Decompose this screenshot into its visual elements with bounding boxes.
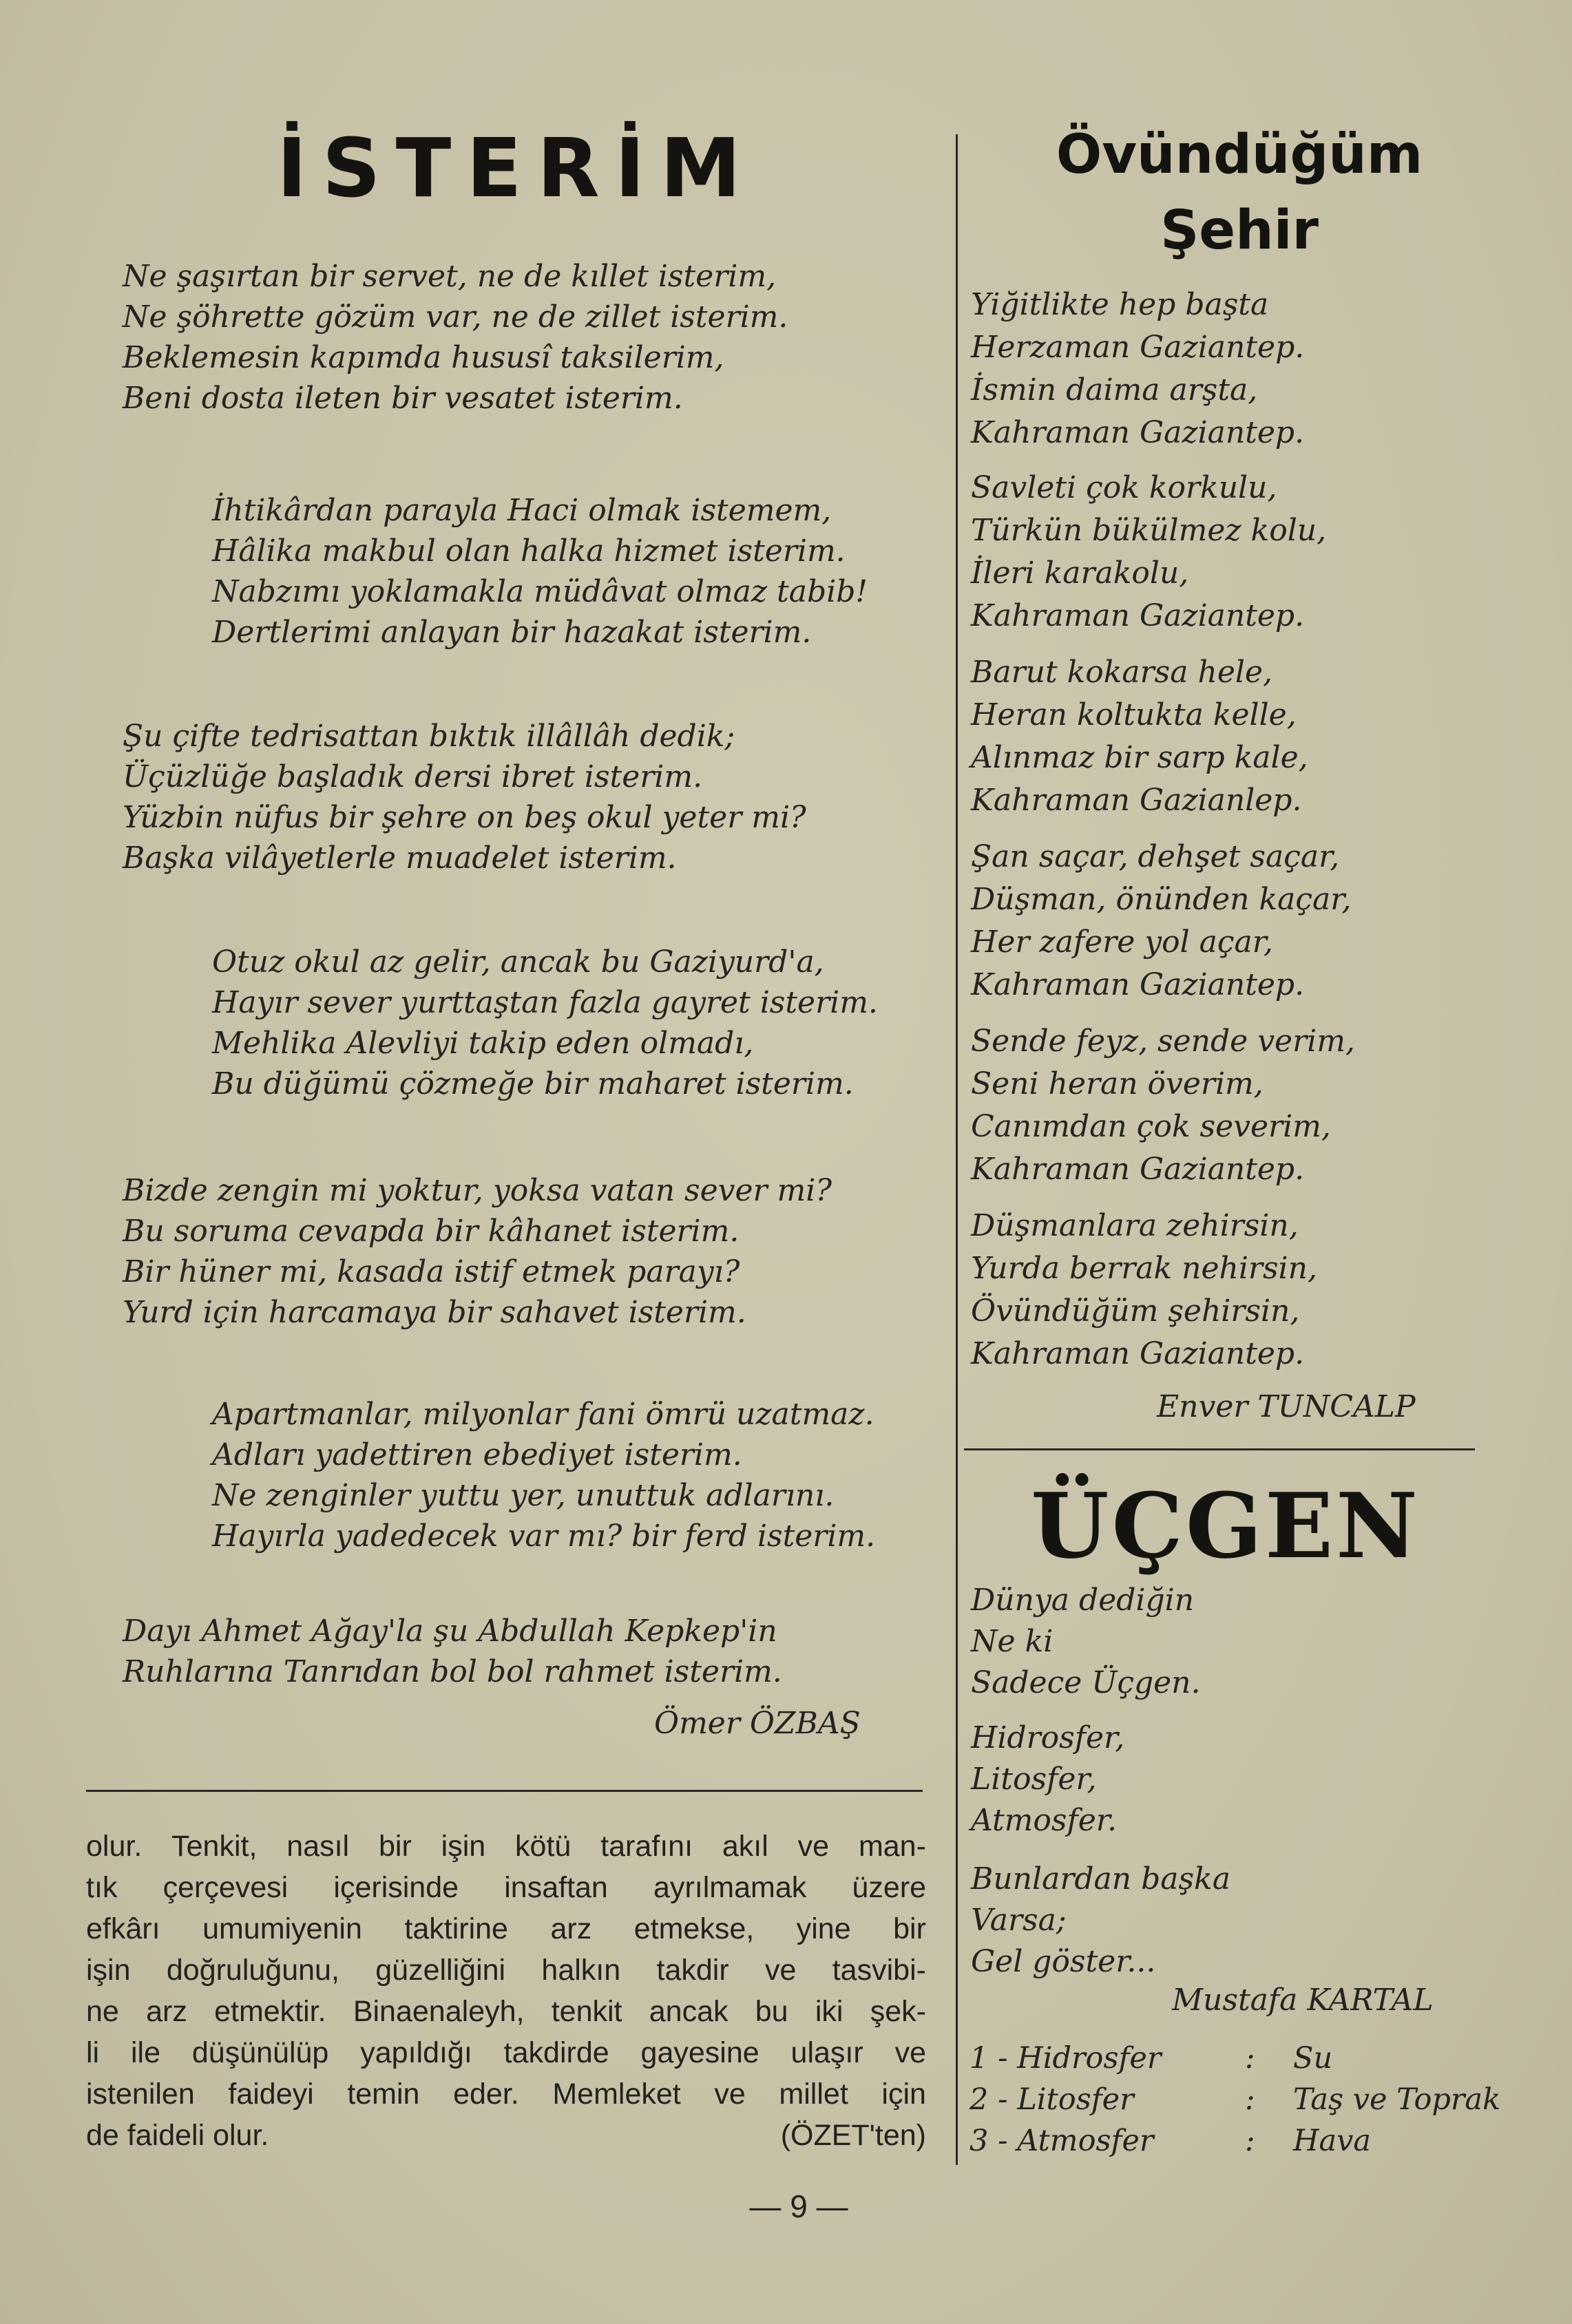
verse-line: Atmosfer. <box>971 1803 1117 1838</box>
prose-word: ve <box>714 2078 746 2111</box>
poem-title-isterim: İSTERİM <box>276 120 757 215</box>
prose-word: yapıldığı <box>360 2036 472 2069</box>
verse-line: Yiğitlikte hep başta <box>971 287 1269 322</box>
stanza-7 <box>123 1611 782 1692</box>
prose-word: efkârı <box>86 1912 160 1945</box>
prose-line <box>86 2073 926 2115</box>
verse-line: Yurd için harcamaya bir sahavet isterim. <box>123 1295 746 1330</box>
verse-line: Kahraman Gaziantep. <box>971 967 1305 1002</box>
prose-word: (ÖZET'ten) <box>780 2119 926 2152</box>
prose-word: Tenkit, <box>171 1830 258 1863</box>
prose-word: taktirine <box>404 1912 508 1945</box>
prose-line <box>86 1826 926 1867</box>
prose-word: yine <box>796 1912 851 1945</box>
answer-value: Hava <box>1293 2124 1372 2158</box>
prose-word: olur. <box>86 1830 143 1863</box>
prose-word: de faideli olur. <box>86 2119 269 2152</box>
verse-line: Hayırla yadedecek var mı? bir ferd isterim. <box>212 1519 876 1554</box>
stanza-1 <box>123 256 788 419</box>
answer-value: Taş ve Toprak <box>1293 2082 1501 2117</box>
answer-separator: : <box>1245 2082 1255 2117</box>
page-number: — 9 — <box>749 2188 848 2224</box>
verse-line: Ne zenginler yuttu yer, unuttuk adlarını. <box>212 1478 835 1513</box>
verse-line: Varsa; <box>971 1903 1067 1938</box>
verse-line: Düşman, önünden kaçar, <box>971 882 1352 917</box>
verse-line: Bizde zengin mi yoktur, yoksa vatan sever mi? <box>123 1173 832 1208</box>
prose-article <box>86 1826 926 2156</box>
stanza-4 <box>212 942 878 1104</box>
prose-word: şek- <box>870 1995 926 2028</box>
prose-word: takdir <box>656 1954 729 1987</box>
verse-line: Beni dosta ileten bir vesatet isterim. <box>123 381 683 416</box>
verse-line: Seni heran överim, <box>971 1066 1264 1101</box>
verse-line: İleri karakolu, <box>971 556 1189 591</box>
answer-separator: : <box>1245 2041 1255 2075</box>
prose-line <box>86 2115 926 2156</box>
right-stanza-2 <box>971 467 1326 637</box>
verse-line: Apartmanlar, milyonlar fani ömrü uzatmaz. <box>212 1397 874 1432</box>
verse-line: Hâlika makbul olan halka hizmet isterim. <box>212 534 846 569</box>
prose-word: temin <box>347 2078 420 2111</box>
prose-word: ve <box>894 2036 926 2069</box>
poem-title-ucgen: ÜÇGEN <box>1031 1473 1421 1578</box>
ucgen-stanza-1 <box>971 1580 1201 1704</box>
verse-line: Herzaman Gaziantep. <box>971 330 1305 365</box>
verse-line: Mehlika Alevliyi takip eden olmadı, <box>212 1026 754 1061</box>
prose-word: gayesine <box>640 2036 759 2069</box>
verse-line: Başka vilâyetlerle muadelet isterim. <box>123 841 677 876</box>
verse-line: Kahraman Gazianlep. <box>971 783 1302 818</box>
verse-line: Dünya dediğin <box>971 1583 1195 1618</box>
verse-line: Bu düğümü çözmeğe bir maharet isterim. <box>212 1066 854 1101</box>
prose-word: arz <box>146 1995 187 2028</box>
prose-word: ne <box>86 1995 119 2028</box>
prose-word: ulaşır <box>790 2036 863 2069</box>
verse-line: Ne ki <box>971 1624 1054 1659</box>
prose-word: iki <box>815 1995 843 2028</box>
answer-row <box>970 2079 1500 2120</box>
prose-word: kötü <box>515 1830 572 1863</box>
verse-line: Adları yadettiren ebediyet isterim. <box>212 1437 742 1472</box>
verse-line: Dayı Ahmet Ağay'la şu Abdullah Kepkep'in <box>123 1614 777 1649</box>
prose-word: bir <box>893 1912 926 1945</box>
verse-line: Canımdan çok severim, <box>971 1109 1331 1144</box>
verse-line: Nabzımı yoklamakla müdâvat olmaz tabib! <box>212 574 868 609</box>
verse-line: Yurda berrak nehirsin, <box>971 1251 1317 1286</box>
answer-row <box>970 2120 1500 2162</box>
prose-word: takdirde <box>503 2036 609 2069</box>
verse-line: Yüzbin nüfus bir şehre on beş okul yeter mi? <box>123 800 806 835</box>
prose-word: için <box>881 2078 926 2111</box>
prose-word: işin <box>86 1954 131 1987</box>
verse-line: Bir hüner mi, kasada istif etmek parayı? <box>123 1254 740 1289</box>
verse-line: Kahraman Gaziantep. <box>971 1336 1305 1371</box>
prose-word: man- <box>858 1830 926 1863</box>
verse-line: Kahraman Gaziantep. <box>971 1152 1305 1187</box>
prose-word: etmektir. <box>214 1995 326 2028</box>
ucgen-stanza-2 <box>971 1718 1124 1841</box>
stanza-2 <box>212 490 868 653</box>
prose-line <box>86 1867 926 1908</box>
verse-line: İhtikârdan parayla Haci olmak istemem, <box>212 493 832 528</box>
right-stanza-4 <box>971 836 1351 1006</box>
verse-line: Övündüğüm şehirsin, <box>971 1293 1300 1329</box>
answer-term: 1 - Hidrosfer <box>970 2041 1162 2075</box>
prose-word: ayrılmamak <box>653 1871 807 1904</box>
author-mustafa-kartal: Mustafa KARTAL <box>1172 1983 1434 2018</box>
poem-title-ovundugum: Övündüğüm <box>1056 124 1423 186</box>
prose-word: arz <box>550 1912 592 1945</box>
poem-title-sehir: Şehir <box>1160 200 1319 262</box>
verse-line: Türkün bükülmez kolu, <box>971 513 1327 548</box>
answer-value: Su <box>1293 2041 1333 2075</box>
verse-line: Ruhlarına Tanrıdan bol bol rahmet isterim. <box>123 1654 782 1689</box>
verse-line: Dertlerimi anlayan bir hazakat isterim. <box>212 615 812 650</box>
prose-word: tenkit <box>551 1995 622 2028</box>
prose-word: akıl <box>722 1830 768 1863</box>
prose-word: etmekse, <box>633 1912 755 1945</box>
author-omer-ozbas: Ömer ÖZBAŞ <box>654 1706 861 1741</box>
right-stanza-6 <box>971 1205 1317 1375</box>
prose-word: umumiyenin <box>202 1912 362 1945</box>
column-divider <box>956 134 958 2165</box>
prose-word: ile <box>130 2036 161 2069</box>
verse-line: Düşmanlara zehirsin, <box>971 1208 1299 1243</box>
prose-word: çerçevesi <box>163 1871 289 1904</box>
verse-line: Alınmaz bir sarp kale, <box>971 740 1308 775</box>
prose-word: Memleket <box>552 2078 681 2111</box>
prose-line <box>86 1991 926 2032</box>
answer-key <box>970 2038 1500 2162</box>
verse-line: Gel göster... <box>971 1944 1156 1979</box>
prose-word: doğruluğunu, <box>166 1954 339 1987</box>
section-divider <box>964 1448 1475 1450</box>
verse-line: Heran koltukta kelle, <box>971 697 1297 732</box>
stanza-5 <box>123 1170 832 1333</box>
right-stanza-1 <box>971 284 1304 454</box>
verse-line: Bunlardan başka <box>971 1861 1230 1897</box>
prose-word: eder. <box>453 2078 519 2111</box>
prose-word: nasıl <box>286 1830 350 1863</box>
prose-line <box>86 1950 926 1991</box>
verse-line: Şu çifte tedrisattan bıktık illâllâh dedik; <box>123 719 735 754</box>
prose-line <box>86 2032 926 2073</box>
prose-word: Binaenaleyh, <box>353 1995 525 2028</box>
prose-word: tasvibi- <box>832 1954 926 1987</box>
right-stanza-5 <box>971 1020 1355 1191</box>
verse-line: Otuz okul az gelir, ancak bu Gaziyurd'a, <box>212 944 824 980</box>
verse-line: Barut kokarsa hele, <box>971 655 1272 690</box>
verse-line: Savleti çok korkulu, <box>971 470 1277 505</box>
right-stanza-3 <box>971 651 1308 822</box>
verse-line: Şan saçar, dehşet saçar, <box>971 839 1340 874</box>
answer-row <box>970 2038 1500 2079</box>
verse-line: Kahraman Gaziantep. <box>971 598 1305 633</box>
prose-word: halkın <box>541 1954 621 1987</box>
verse-line: Bu soruma cevapda bir kâhanet isterim. <box>123 1214 740 1249</box>
prose-word: ve <box>764 1954 797 1987</box>
verse-line: Hidrosfer, <box>971 1720 1125 1755</box>
verse-line: Ne şaşırtan bir servet, ne de kıllet isterim, <box>123 259 777 294</box>
prose-word: faideyi <box>228 2078 314 2111</box>
prose-line <box>86 1908 926 1950</box>
answer-term: 2 - Litosfer <box>970 2082 1134 2117</box>
prose-word: güzelliğini <box>375 1954 506 1987</box>
verse-line: Sadece Üçgen. <box>971 1665 1201 1700</box>
verse-line: Beklemesin kapımda hususî taksilerim, <box>123 340 724 375</box>
ucgen-stanza-3 <box>971 1859 1230 1983</box>
answer-term: 3 - Atmosfer <box>970 2124 1154 2158</box>
verse-line: Hayır sever yurttaştan fazla gayret isterim. <box>212 985 878 1020</box>
prose-word: bu <box>755 1995 788 2028</box>
prose-word: ve <box>797 1830 830 1863</box>
prose-word: tık <box>86 1871 118 1904</box>
verse-line: Litosfer, <box>971 1762 1097 1797</box>
prose-word: düşünülüp <box>191 2036 329 2069</box>
prose-word: istenilen <box>86 2078 195 2111</box>
answer-separator: : <box>1245 2124 1255 2158</box>
section-divider <box>86 1790 923 1792</box>
verse-line: Sende feyz, sende verim, <box>971 1024 1355 1059</box>
verse-line: Kahraman Gaziantep. <box>971 415 1305 450</box>
verse-line: İsmin daima arşta, <box>971 372 1258 408</box>
prose-word: işin <box>441 1830 486 1863</box>
prose-word: tarafını <box>600 1830 693 1863</box>
prose-word: millet <box>779 2078 848 2111</box>
stanza-3 <box>123 716 806 878</box>
stanza-6 <box>212 1394 875 1556</box>
verse-line: Ne şöhrette gözüm var, ne de zillet isterim. <box>123 299 788 335</box>
verse-line: Her zafere yol açar, <box>971 925 1273 960</box>
author-enver-tuncalp: Enver TUNCALP <box>1157 1389 1416 1424</box>
prose-word: insaftan <box>504 1871 608 1904</box>
prose-word: üzere <box>852 1871 926 1904</box>
prose-word: ancak <box>649 1995 729 2028</box>
verse-line: Üçüzlüğe başladık dersi ibret isterim. <box>123 759 703 794</box>
prose-word: li <box>86 2036 100 2069</box>
prose-word: içerisinde <box>333 1871 459 1904</box>
prose-word: bir <box>378 1830 412 1863</box>
